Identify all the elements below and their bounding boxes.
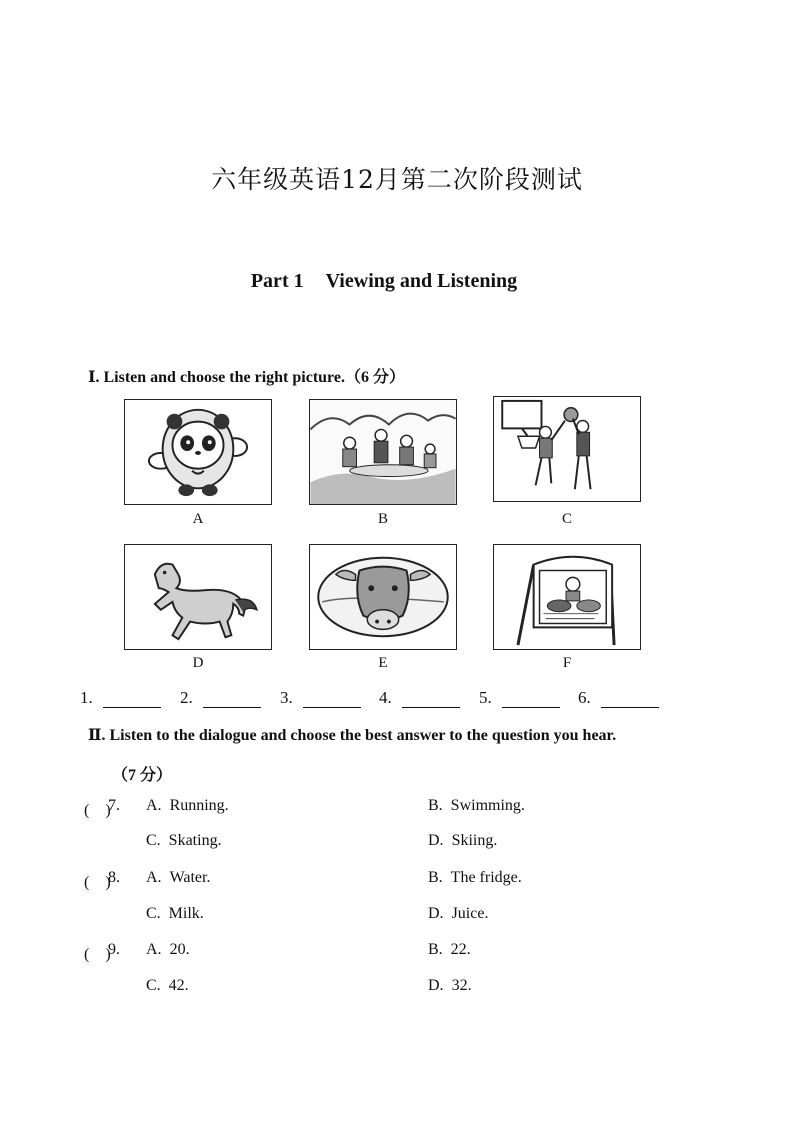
family-picnic-icon: [310, 400, 456, 504]
picture-label-d: D: [192, 655, 204, 671]
blank-5[interactable]: 5.: [479, 688, 560, 708]
blank-4[interactable]: 4.: [379, 688, 460, 708]
section2-roman: Ⅱ.: [88, 727, 106, 744]
picture-a: [124, 399, 272, 505]
option-b: B. Swimming.: [428, 797, 525, 814]
picture-label-b: B: [377, 511, 388, 527]
blank-6[interactable]: 6.: [578, 688, 659, 708]
section2-instruction: Listen to the dialogue and choose the best answer to the question you hear.: [109, 727, 617, 744]
blank-line[interactable]: [303, 693, 361, 708]
option-a: A. Running.: [146, 797, 229, 814]
option-c: C. Milk.: [146, 905, 204, 922]
section2-heading: [88, 725, 616, 745]
question-number: 8.: [108, 869, 120, 886]
picture-label-e: E: [378, 655, 388, 671]
blank-line[interactable]: [402, 693, 460, 708]
answer-paren[interactable]: ( ): [84, 802, 111, 819]
blank-line[interactable]: [203, 693, 261, 708]
picture-e: [309, 544, 457, 650]
answer-paren[interactable]: ( ): [84, 946, 111, 963]
basketball-players-icon: [494, 397, 640, 501]
picture-c: [493, 396, 641, 502]
page-title: 六年级英语12月第二次阶段测试: [211, 165, 583, 194]
option-c: C. Skating.: [146, 832, 222, 849]
blank-line[interactable]: [103, 693, 161, 708]
question-number: 7.: [108, 797, 120, 814]
blank-3[interactable]: 3.: [280, 688, 361, 708]
blank-1[interactable]: 1.: [80, 688, 161, 708]
part-heading: [0, 270, 768, 293]
section1-roman: Ⅰ.: [88, 369, 100, 386]
answer-blanks: [80, 688, 680, 712]
section1-heading: [88, 364, 405, 387]
part-name: Viewing and Listening: [325, 270, 518, 292]
picture-d: [124, 544, 272, 650]
picture-label-f: F: [562, 655, 572, 671]
section1-instruction: Listen and choose the right picture.（6 分）: [103, 369, 405, 386]
blank-line[interactable]: [601, 693, 659, 708]
blank-2[interactable]: 2.: [180, 688, 261, 708]
blank-line[interactable]: [502, 693, 560, 708]
option-d: D. Juice.: [428, 905, 489, 922]
part-number: Part 1: [250, 270, 304, 292]
horse-icon: [125, 545, 271, 649]
signboard-icon: [494, 545, 640, 649]
option-d: D. Skiing.: [428, 832, 498, 849]
section2-score: （7 分）: [112, 767, 173, 784]
option-b: B. The fridge.: [428, 869, 522, 886]
option-b: B. 22.: [428, 941, 471, 958]
picture-b: [309, 399, 457, 505]
option-d: D. 32.: [428, 977, 472, 994]
picture-label-c: C: [561, 511, 572, 527]
cow-icon: [310, 545, 456, 649]
picture-f: [493, 544, 641, 650]
option-a: A. 20.: [146, 941, 190, 958]
panda-mascot-icon: [125, 400, 271, 504]
question-number: 9.: [108, 941, 120, 958]
answer-paren[interactable]: ( ): [84, 874, 111, 891]
option-a: A. Water.: [146, 869, 211, 886]
picture-label-a: A: [192, 511, 204, 527]
option-c: C. 42.: [146, 977, 189, 994]
